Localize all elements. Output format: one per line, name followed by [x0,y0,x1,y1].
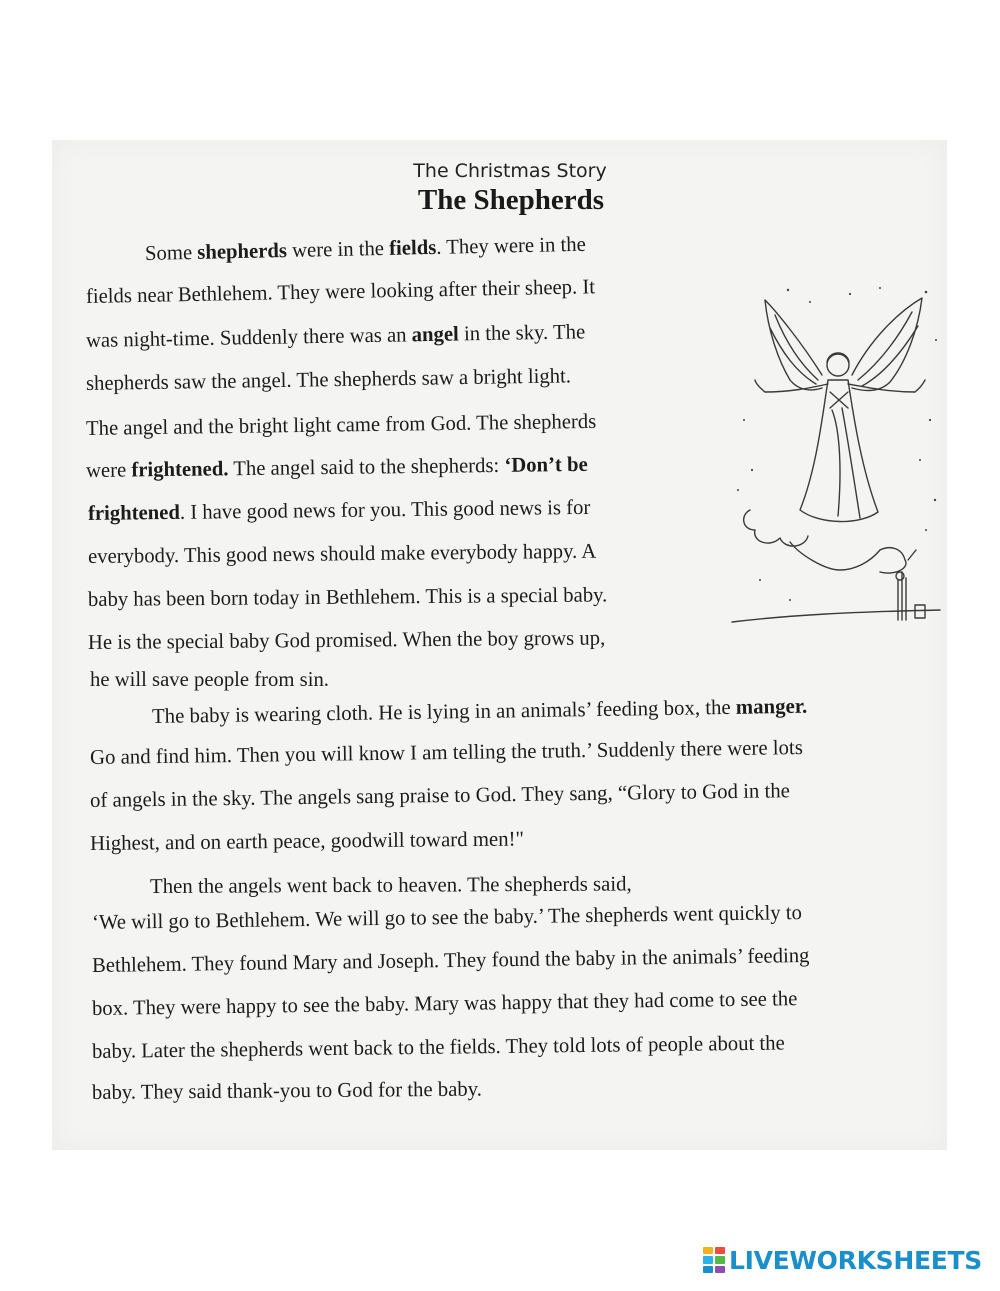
text-run: The baby is wearing cloth. He is lying in an animals’ feeding box, the [151,694,737,728]
text-run: baby has been born today in Bethlehem. This is a special baby. [87,582,608,611]
text-run: Go and find him. Then you will know I am telling the truth.’ Suddenly there were lots [89,735,803,769]
page-title: The Shepherds [417,184,605,216]
bold-keyword: angel [411,321,459,347]
text-run: fields near Bethlehem. They were looking after their sheep. It [85,274,596,308]
text-run: everybody. This good news should make everybody happy. A [87,538,597,568]
bold-keyword: ‘Don’t be [504,451,588,477]
text-run: The angel said to the shepherds: [228,452,505,481]
text-run: in the sky. The [458,319,586,346]
story-line [91,1076,482,1104]
liveworksheets-logo [703,1245,982,1275]
text-run: shepherds saw the angel. The shepherds saw a bright light. [85,363,572,395]
text-run: The angel and the bright light came from God. The shepherds [85,408,597,440]
text-run: Bethlehem. They found Mary and Joseph. They found the baby in the animals’ feeding [91,942,810,977]
text-run: box. They were happy to see the baby. Mary was happy that they had come to see the [91,986,798,1020]
story-line [88,584,607,610]
liveworksheets-logo-icon [703,1247,725,1273]
story-series-title: The Christmas Story [413,160,607,182]
story-line [90,669,329,690]
story-line [88,627,605,653]
bold-keyword: frightened [87,499,181,525]
text-run: were [85,457,132,482]
text-run: of angels in the sky. The angels sang praise to God. They sang, “Glory to God in the [89,778,791,812]
bold-keyword: frightened. [131,456,229,482]
story-line [90,828,524,854]
text-run: He is the special baby God promised. When the boy grows up, [87,625,606,654]
text-run: . They were in the [436,231,587,259]
text-run: . I have good news for you. This good news is for [179,494,591,524]
bold-keyword: fields [388,234,437,260]
logo-text: LIVEWORKSHEETS [728,1245,982,1275]
story-line [87,538,597,568]
bold-keyword: shepherds [197,238,288,264]
text-run: was night-time. Suddenly there was an [85,322,412,352]
text-run: baby. Later the shepherds went back to the fields. They told lots of people about the [91,1030,785,1063]
text-run: Then the angels went back to heaven. The shepherds said, [149,871,632,898]
text-run: Highest, and on earth peace, goodwill toward men!" [89,826,525,855]
text-run: ‘We will go to Bethlehem. We will go to see the baby.’ The shepherds went quickly to [91,900,803,934]
bold-keyword: manger. [735,693,808,719]
text-run: baby. They said thank-you to God for the baby. [91,1076,482,1104]
angel-with-shepherds-icon [730,280,945,635]
story-line [150,873,632,897]
text-run: were in the [286,235,390,263]
text-run: Some [144,239,198,265]
text-run: he will save people from sin. [90,667,329,691]
